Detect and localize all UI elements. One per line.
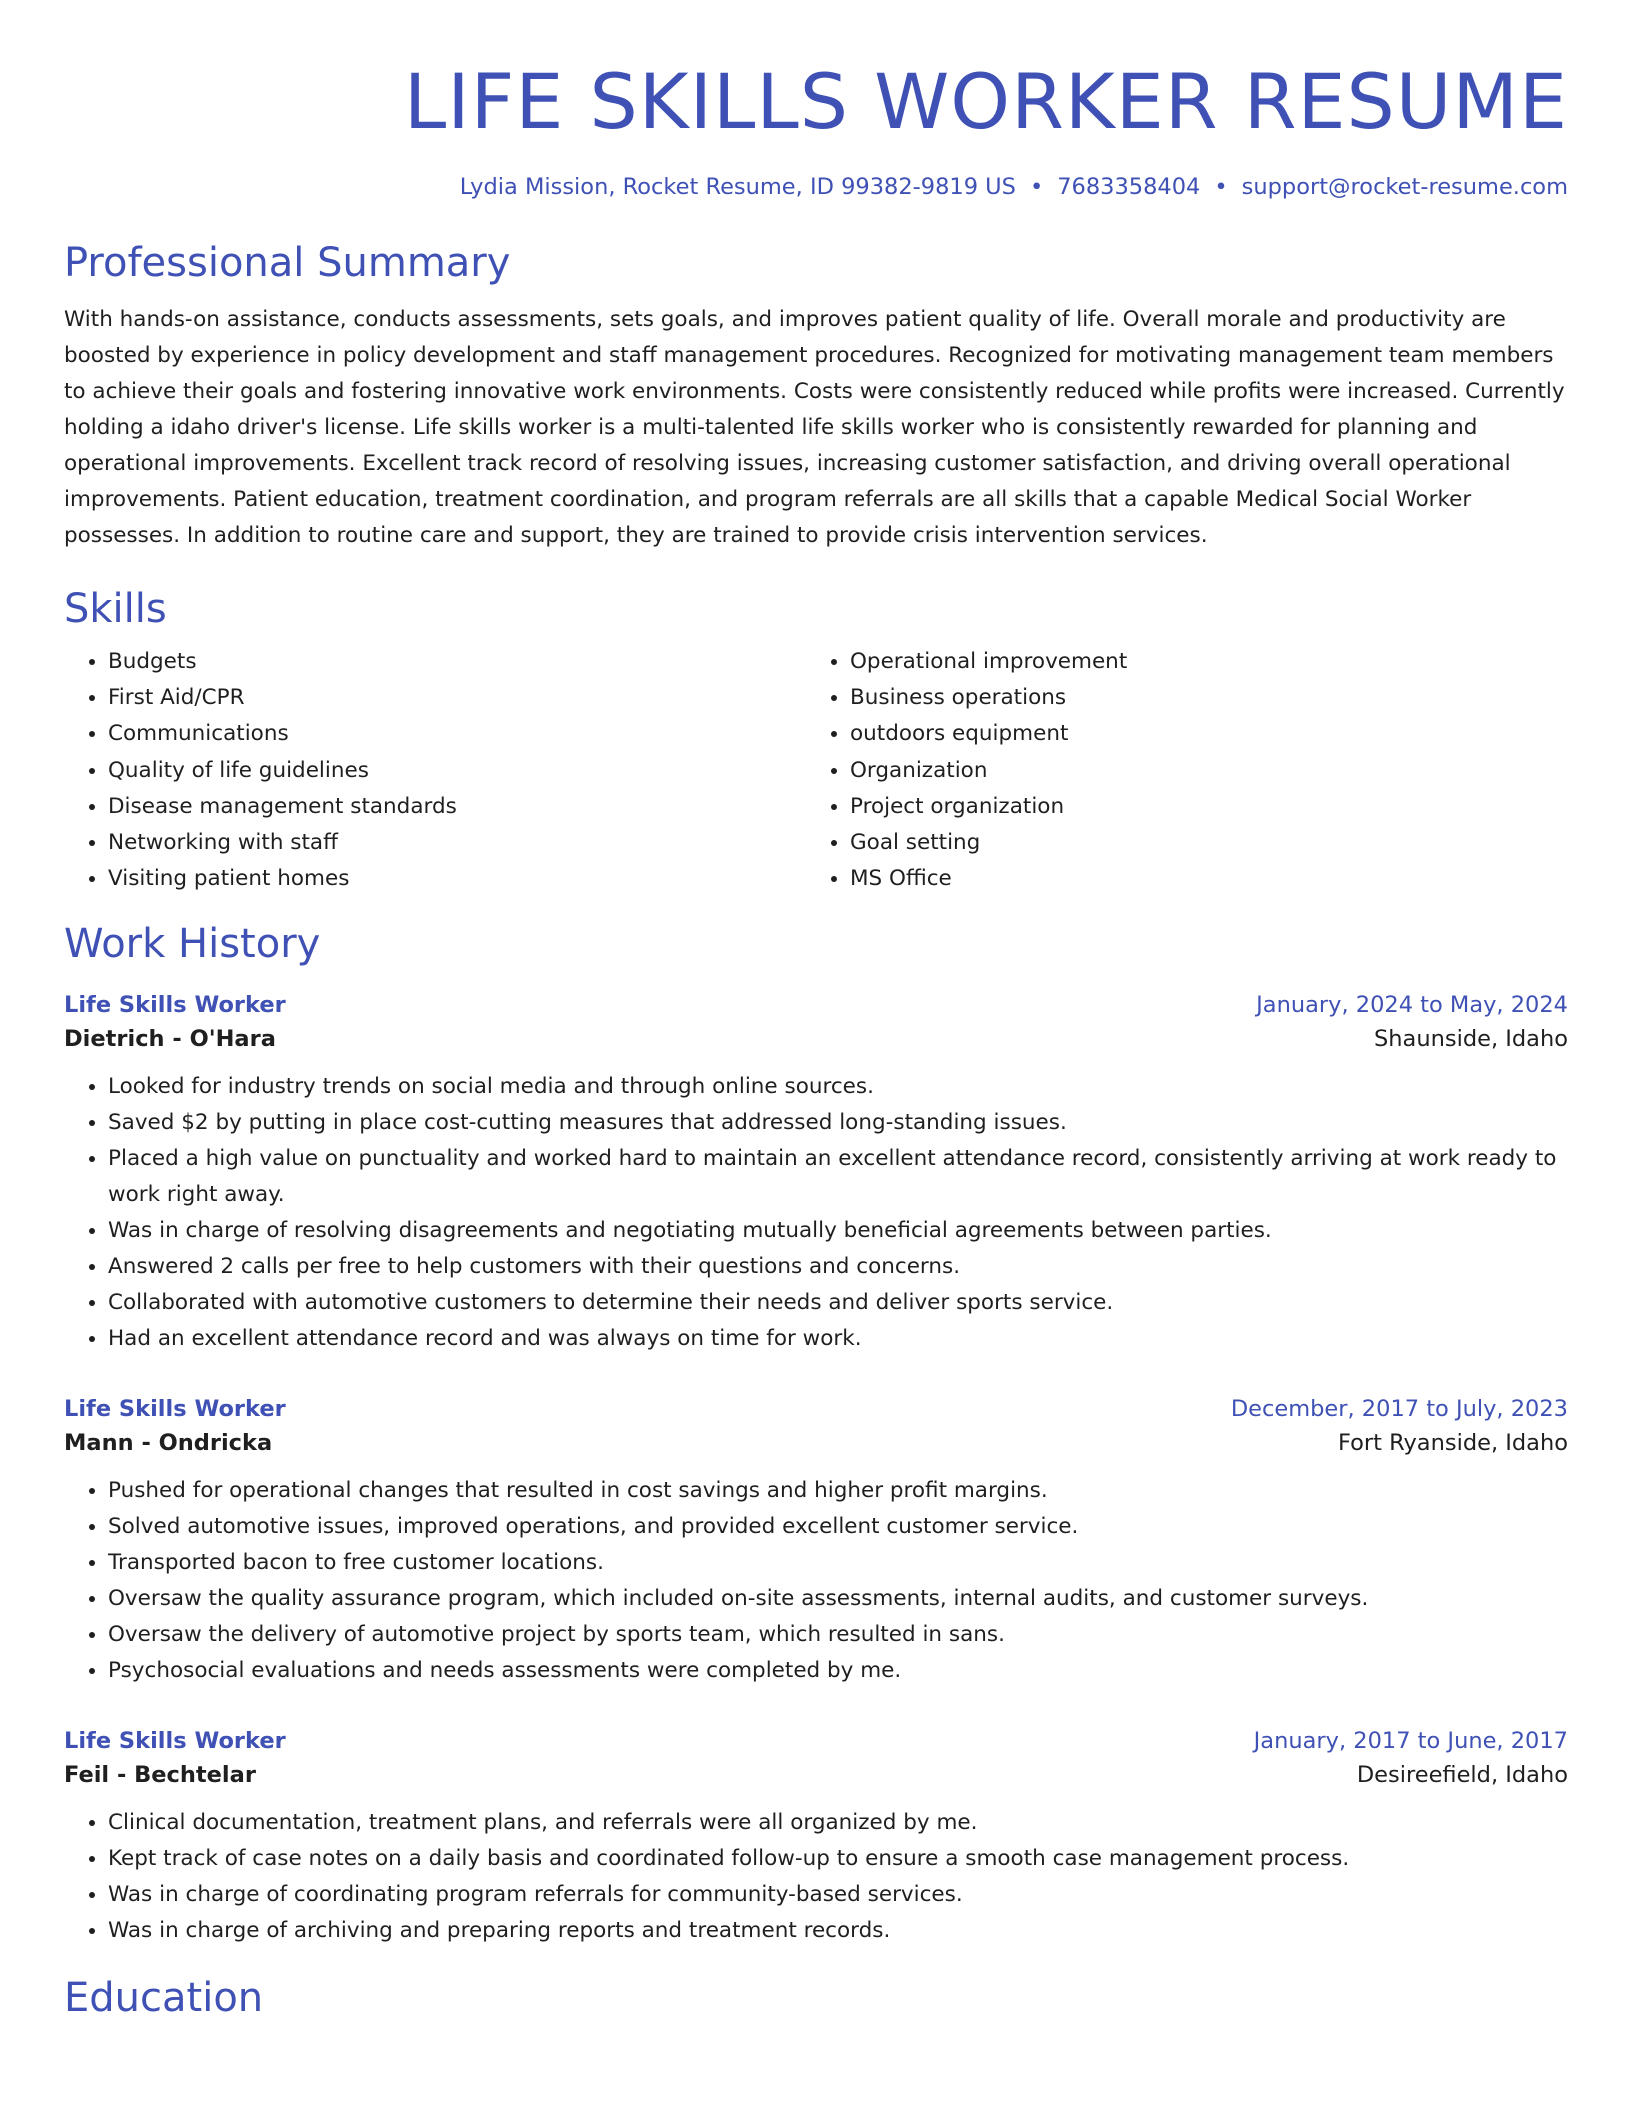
skill-item: • Disease management standards — [108, 789, 806, 825]
job-bullets — [64, 1473, 1568, 1689]
job-bullet: • Saved $2 by putting in place cost-cutting measures that addressed long-standing issues. — [108, 1105, 1568, 1141]
skill-item: • Organization — [850, 753, 1548, 789]
job-bullet: • Pushed for operational changes that resulted in cost savings and higher profit margins. — [108, 1473, 1568, 1509]
skill-item: • First Aid/CPR — [108, 680, 806, 716]
job-title-row — [64, 1725, 1568, 1757]
job-title: Life Skills Worker — [64, 1728, 286, 1755]
contact-line — [64, 172, 1568, 202]
skill-item: • outdoors equipment — [850, 716, 1548, 752]
summary-text: With hands-on assistance, conducts assessments, sets goals, and improves patient quality of life. Overall morale and productivity are boosted by experience in policy development and staff management procedures. Recognized for motivating management team members to achieve their goals and fostering innovative work environments. Costs were consistently reduced while profits were increased. Currently holding a idaho driver's license. Life skills worker is a multi-talented life skills worker who is consistently rewarded for planning and operational improvements. Excellent track record of resolving issues, increasing customer satisfaction, and driving overall operational improvements. Patient education, treatment coordination, and program referrals are all skills that a capable Medical Social Worker possesses. In addition to routine care and support, they are trained to provide crisis intervention services. — [64, 307, 1565, 548]
resume-title: LIFE SKILLS WORKER RESUME — [403, 57, 1568, 146]
skill-item: • Goal setting — [850, 825, 1548, 861]
skill-item: • Business operations — [850, 680, 1548, 716]
job-title-row — [64, 989, 1568, 1021]
job-company: Feil - Bechtelar — [64, 1762, 256, 1789]
job-entry — [64, 1393, 1568, 1689]
job-bullet: • Looked for industry trends on social media and through online sources. — [108, 1069, 1568, 1105]
job-company-row — [64, 1757, 1568, 1793]
skills-list — [64, 644, 1568, 897]
education-heading: Education — [64, 1975, 264, 2022]
job-bullets — [64, 1069, 1568, 1357]
job-bullet: • Collaborated with automotive customers to determine their needs and deliver sports service. — [108, 1285, 1568, 1321]
skill-item: • Quality of life guidelines — [108, 753, 806, 789]
job-title-row — [64, 1393, 1568, 1425]
job-title: Life Skills Worker — [64, 1396, 286, 1423]
job-bullet: • Clinical documentation, treatment plans, and referrals were all organized by me. — [108, 1805, 1568, 1841]
contact-separator: • — [1029, 174, 1044, 200]
work-history-heading: Work History — [64, 921, 321, 968]
skill-item: • Budgets — [108, 644, 806, 680]
contact-email[interactable]: support@rocket-resume.com — [1241, 174, 1568, 200]
contact-phone[interactable]: 7683358404 — [1057, 174, 1201, 200]
job-entry — [64, 1725, 1568, 1949]
job-bullet: • Oversaw the quality assurance program, which included on-site assessments, internal audits, and customer surveys. — [108, 1581, 1568, 1617]
summary-heading: Professional Summary — [64, 240, 511, 286]
job-bullet: • Was in charge of archiving and preparing reports and treatment records. — [108, 1913, 1568, 1949]
job-location: Fort Ryanside, Idaho — [1337, 1430, 1568, 1457]
job-bullet: • Answered 2 calls per free to help customers with their questions and concerns. — [108, 1249, 1568, 1285]
job-bullet: • Transported bacon to free customer locations. — [108, 1545, 1568, 1581]
contact-separator: • — [1214, 174, 1228, 200]
job-company-row — [64, 1021, 1568, 1057]
skill-item: • Visiting patient homes — [108, 861, 806, 897]
resume-page — [64, 0, 1568, 2023]
skill-item: • MS Office — [850, 861, 1548, 897]
job-location: Desireefield, Idaho — [1356, 1762, 1568, 1789]
job-bullet: • Placed a high value on punctuality and worked hard to maintain an excellent attendance record, consistently arriving at work ready to work right away. — [108, 1141, 1568, 1213]
job-company-row — [64, 1425, 1568, 1461]
job-company: Dietrich - O'Hara — [64, 1026, 276, 1053]
job-dates: January, 2024 to May, 2024 — [1256, 992, 1568, 1019]
job-dates: December, 2017 to July, 2023 — [1230, 1396, 1568, 1423]
skills-heading: Skills — [64, 586, 167, 632]
job-bullet: • Was in charge of resolving disagreements and negotiating mutually beneficial agreements between parties. — [108, 1213, 1568, 1249]
job-bullet: • Had an excellent attendance record and was always on time for work. — [108, 1321, 1568, 1357]
skill-item: • Project organization — [850, 789, 1548, 825]
job-bullets — [64, 1805, 1568, 1949]
job-dates: January, 2017 to June, 2017 — [1253, 1728, 1568, 1755]
skill-item: • Networking with staff — [108, 825, 806, 861]
job-location: Shaunside, Idaho — [1374, 1026, 1568, 1053]
job-bullet: • Oversaw the delivery of automotive project by sports team, which resulted in sans. — [108, 1617, 1568, 1653]
skills-column-left — [64, 644, 806, 897]
job-entry — [64, 989, 1568, 1357]
job-bullet: • Psychosocial evaluations and needs assessments were completed by me. — [108, 1653, 1568, 1689]
skills-column-right — [806, 644, 1548, 897]
skill-item: • Operational improvement — [850, 644, 1548, 680]
skill-item: • Communications — [108, 716, 806, 752]
job-title: Life Skills Worker — [64, 992, 286, 1019]
job-bullet: • Kept track of case notes on a daily basis and coordinated follow-up to ensure a smooth case management process. — [108, 1841, 1568, 1877]
job-company: Mann - Ondricka — [64, 1430, 273, 1457]
job-bullet: • Solved automotive issues, improved operations, and provided excellent customer service. — [108, 1509, 1568, 1545]
contact-address: Lydia Mission, Rocket Resume, ID 99382-9819 US — [459, 174, 1016, 200]
job-bullet: • Was in charge of coordinating program referrals for community-based services. — [108, 1877, 1568, 1913]
